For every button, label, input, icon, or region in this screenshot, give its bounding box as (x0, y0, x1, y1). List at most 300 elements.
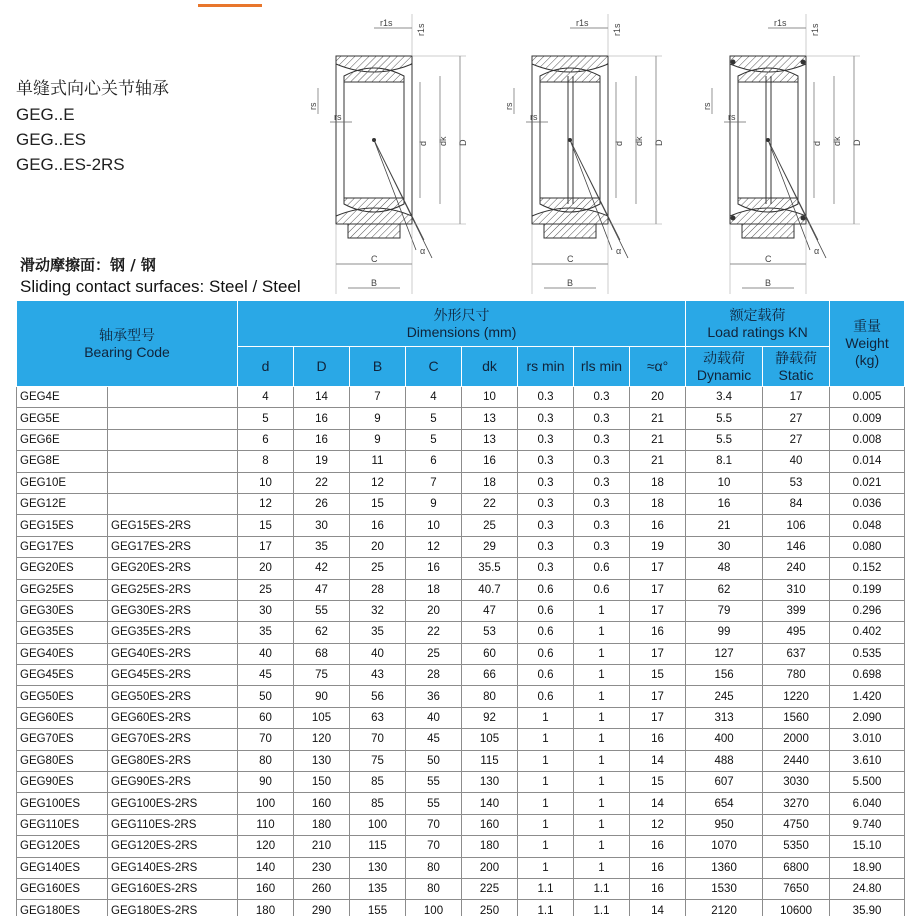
table-cell: 53 (763, 472, 830, 493)
table-cell: 400 (686, 729, 763, 750)
table-cell: 12 (350, 472, 406, 493)
table-cell: 8.1 (686, 451, 763, 472)
series-code-e: GEG..E (16, 105, 75, 124)
table-cell: 16 (630, 857, 686, 878)
table-cell: 250 (462, 900, 518, 916)
table-cell: 160 (238, 878, 294, 899)
table-cell: 5.500 (830, 772, 905, 793)
table-cell: 43 (350, 665, 406, 686)
table-row (17, 558, 905, 579)
table-cell: 1220 (763, 686, 830, 707)
table-cell: GEG50ES (17, 686, 108, 707)
header-weight (830, 301, 905, 387)
label-d: d (812, 140, 822, 146)
table-cell: 1 (518, 707, 574, 728)
table-cell: 9 (350, 429, 406, 450)
table-row (17, 472, 905, 493)
col-rls-min: rls min (574, 347, 630, 387)
col-b: B (350, 347, 406, 387)
table-cell: GEG140ES (17, 857, 108, 878)
table-cell: 84 (763, 493, 830, 514)
table-row (17, 750, 905, 771)
table-cell: 15 (630, 665, 686, 686)
table-cell: 16 (294, 408, 350, 429)
col-static (763, 347, 830, 387)
table-cell: 55 (406, 793, 462, 814)
table-cell: 18 (630, 472, 686, 493)
table-cell: GEG20ES-2RS (108, 558, 238, 579)
table-cell: 200 (462, 857, 518, 878)
table-cell: 35 (238, 622, 294, 643)
table-cell (108, 451, 238, 472)
table-cell: 3.4 (686, 387, 763, 408)
label-r1s-top: r1s (576, 18, 589, 28)
label-b: B (371, 278, 378, 288)
table-cell: 3030 (763, 772, 830, 793)
table-cell: 18 (462, 472, 518, 493)
table-cell: GEG30ES (17, 600, 108, 621)
table-cell: 1530 (686, 878, 763, 899)
table-cell: 245 (686, 686, 763, 707)
table-cell: 0.014 (830, 451, 905, 472)
table-cell: 0.6 (518, 665, 574, 686)
table-cell: 160 (462, 814, 518, 835)
table-cell: GEG120ES (17, 836, 108, 857)
table-cell: 32 (350, 600, 406, 621)
table-cell: GEG17ES (17, 536, 108, 557)
table-cell: 85 (350, 772, 406, 793)
table-cell: 495 (763, 622, 830, 643)
table-cell: 80 (406, 857, 462, 878)
table-row (17, 579, 905, 600)
table-cell: 0.3 (574, 408, 630, 429)
table-cell: 8 (238, 451, 294, 472)
table-cell: 607 (686, 772, 763, 793)
table-cell: 180 (238, 900, 294, 916)
table-cell: 7 (406, 472, 462, 493)
table-cell: GEG40ES (17, 643, 108, 664)
table-cell: 10 (462, 387, 518, 408)
table-cell: 0.008 (830, 429, 905, 450)
spec-table (16, 300, 905, 916)
table-cell: 17 (630, 686, 686, 707)
table-row (17, 793, 905, 814)
table-cell: 16 (630, 878, 686, 899)
table-cell: 36 (406, 686, 462, 707)
label-outer-d: D (458, 139, 468, 146)
table-cell: GEG8E (17, 451, 108, 472)
table-cell: 120 (294, 729, 350, 750)
table-cell: 29 (462, 536, 518, 557)
table-cell: 5 (406, 429, 462, 450)
label-rs: rs (728, 112, 736, 122)
label-b: B (765, 278, 772, 288)
table-row (17, 429, 905, 450)
table-cell: 0.3 (574, 451, 630, 472)
table-cell: 0.021 (830, 472, 905, 493)
table-row (17, 643, 905, 664)
table-cell: 0.3 (574, 493, 630, 514)
table-cell: 25 (238, 579, 294, 600)
table-cell: GEG60ES (17, 707, 108, 728)
table-cell: 0.036 (830, 493, 905, 514)
table-cell: 18 (406, 579, 462, 600)
table-cell: 0.698 (830, 665, 905, 686)
sliding-surface-block (20, 254, 301, 297)
table-cell: GEG45ES (17, 665, 108, 686)
series-code-es-2rs: GEG..ES-2RS (16, 155, 125, 174)
header-bearing-code (17, 301, 238, 387)
label-rs: rs (334, 112, 342, 122)
table-row (17, 836, 905, 857)
table-row (17, 451, 905, 472)
table-cell: GEG5E (17, 408, 108, 429)
table-cell: 14 (630, 750, 686, 771)
table-cell: 210 (294, 836, 350, 857)
table-row (17, 814, 905, 835)
table-cell: 5350 (763, 836, 830, 857)
table-cell: 40 (350, 643, 406, 664)
table-cell: 35 (294, 536, 350, 557)
table-cell: 1070 (686, 836, 763, 857)
col-static-en: Static (778, 366, 814, 383)
table-cell: 0.3 (518, 493, 574, 514)
table-cell: 1 (574, 729, 630, 750)
table-cell: 12 (406, 536, 462, 557)
table-cell: 100 (350, 814, 406, 835)
table-cell: 7 (350, 387, 406, 408)
table-cell: GEG60ES-2RS (108, 707, 238, 728)
table-cell: 15 (238, 515, 294, 536)
label-alpha: α (616, 246, 622, 256)
table-cell: 1 (574, 686, 630, 707)
table-cell: 0.535 (830, 643, 905, 664)
table-cell (108, 493, 238, 514)
table-cell: 0.6 (518, 622, 574, 643)
table-cell: 1.420 (830, 686, 905, 707)
table-cell: 4 (406, 387, 462, 408)
table-cell: 0.3 (518, 515, 574, 536)
table-cell: 13 (462, 429, 518, 450)
table-row (17, 686, 905, 707)
table-cell: 100 (406, 900, 462, 916)
table-cell: 18 (630, 493, 686, 514)
table-cell: 0.6 (518, 686, 574, 707)
table-cell: 16 (294, 429, 350, 450)
table-cell: 16 (630, 622, 686, 643)
header-weight-cn: 重量 (853, 318, 882, 334)
table-cell: 0.6 (574, 579, 630, 600)
table-cell: 50 (406, 750, 462, 771)
table-cell (108, 387, 238, 408)
header-dimensions (238, 301, 686, 347)
table-cell: 6800 (763, 857, 830, 878)
table-cell: 654 (686, 793, 763, 814)
label-alpha: α (814, 246, 820, 256)
table-cell: 15 (350, 493, 406, 514)
table-cell: 13 (462, 408, 518, 429)
table-cell: 10600 (763, 900, 830, 916)
header-dimensions-cn: 外形尺寸 (433, 306, 490, 323)
table-cell: 0.3 (574, 472, 630, 493)
table-cell: 637 (763, 643, 830, 664)
table-cell: 22 (462, 493, 518, 514)
label-b: B (567, 278, 574, 288)
table-cell: 7650 (763, 878, 830, 899)
label-rs-side: rs (702, 102, 712, 110)
table-cell: 17 (238, 536, 294, 557)
table-cell: 40 (406, 707, 462, 728)
table-cell: 1 (518, 750, 574, 771)
table-cell: 22 (294, 472, 350, 493)
table-cell: 12 (238, 493, 294, 514)
sliding-surface-cn: 滑动摩擦面：钢 / 钢 (20, 256, 156, 274)
table-cell: 1.1 (518, 900, 574, 916)
drawing-geg-e (308, 14, 492, 298)
table-cell: 135 (350, 878, 406, 899)
table-cell: GEG160ES (17, 878, 108, 899)
table-cell: 950 (686, 814, 763, 835)
table-cell: 27 (763, 408, 830, 429)
table-cell: GEG4E (17, 387, 108, 408)
table-cell: 26 (294, 493, 350, 514)
col-outer-d: D (294, 347, 350, 387)
label-r1s-side: r1s (416, 23, 426, 36)
table-cell: GEG35ES (17, 622, 108, 643)
spec-table-body (17, 387, 905, 916)
header-weight-unit: (kg) (855, 352, 880, 368)
table-cell: 115 (462, 750, 518, 771)
table-cell: 2120 (686, 900, 763, 916)
table-cell: 19 (294, 451, 350, 472)
label-c: C (567, 254, 574, 264)
table-cell: 14 (630, 793, 686, 814)
table-cell: 1 (574, 857, 630, 878)
table-cell: 48 (686, 558, 763, 579)
table-cell: 1360 (686, 857, 763, 878)
sliding-surface-en: Sliding contact surfaces: Steel / Steel (20, 277, 301, 296)
table-cell: 0.080 (830, 536, 905, 557)
table-cell: 100 (238, 793, 294, 814)
table-cell: 14 (630, 900, 686, 916)
table-cell: 17 (630, 558, 686, 579)
label-rs-side: rs (308, 102, 318, 110)
table-cell: 47 (294, 579, 350, 600)
table-cell: 10 (238, 472, 294, 493)
table-cell: 1 (574, 707, 630, 728)
table-cell: GEG180ES (17, 900, 108, 916)
table-cell: 16 (406, 558, 462, 579)
table-cell: 35 (350, 622, 406, 643)
top-accent-bar (198, 4, 262, 7)
table-cell: GEG160ES-2RS (108, 878, 238, 899)
table-cell: 1.1 (574, 878, 630, 899)
table-cell: 80 (238, 750, 294, 771)
table-cell: 40 (238, 643, 294, 664)
table-cell: 40.7 (462, 579, 518, 600)
table-cell: 70 (406, 814, 462, 835)
table-cell: GEG110ES (17, 814, 108, 835)
col-d: d (238, 347, 294, 387)
table-cell: 80 (462, 686, 518, 707)
table-cell: 240 (763, 558, 830, 579)
table-cell: 180 (294, 814, 350, 835)
table-cell: 9 (406, 493, 462, 514)
table-row (17, 900, 905, 916)
table-cell: GEG6E (17, 429, 108, 450)
table-cell: 105 (294, 707, 350, 728)
table-cell: 21 (630, 451, 686, 472)
table-cell: 488 (686, 750, 763, 771)
table-cell: 47 (462, 600, 518, 621)
table-cell: 21 (630, 408, 686, 429)
table-cell: 5 (406, 408, 462, 429)
table-cell: GEG80ES-2RS (108, 750, 238, 771)
table-cell: 17 (630, 579, 686, 600)
table-cell: 0.152 (830, 558, 905, 579)
table-cell (108, 472, 238, 493)
table-cell: 130 (294, 750, 350, 771)
table-cell: GEG120ES-2RS (108, 836, 238, 857)
table-cell: GEG40ES-2RS (108, 643, 238, 664)
table-cell: 2440 (763, 750, 830, 771)
label-outer-d: D (654, 139, 664, 146)
table-cell: 5.5 (686, 408, 763, 429)
table-cell: 16 (350, 515, 406, 536)
table-cell: 260 (294, 878, 350, 899)
table-cell: 60 (238, 707, 294, 728)
table-cell: 1 (518, 772, 574, 793)
table-cell: GEG10E (17, 472, 108, 493)
header-dimensions-en: Dimensions (mm) (406, 323, 517, 340)
table-cell: 55 (406, 772, 462, 793)
label-dk: dk (634, 136, 644, 146)
table-cell: 30 (238, 600, 294, 621)
table-cell: GEG25ES-2RS (108, 579, 238, 600)
table-cell: 4750 (763, 814, 830, 835)
table-cell: 62 (686, 579, 763, 600)
col-rs-min: rs min (518, 347, 574, 387)
table-row (17, 665, 905, 686)
table-cell: 10 (406, 515, 462, 536)
table-row (17, 408, 905, 429)
table-cell: 11 (350, 451, 406, 472)
table-cell: 0.048 (830, 515, 905, 536)
table-cell: 127 (686, 643, 763, 664)
table-cell: 45 (406, 729, 462, 750)
label-outer-d: D (852, 139, 862, 146)
table-cell: 70 (238, 729, 294, 750)
table-cell: GEG25ES (17, 579, 108, 600)
table-cell: 0.3 (574, 536, 630, 557)
table-cell: 56 (350, 686, 406, 707)
col-dynamic-cn: 动载荷 (703, 349, 746, 366)
col-alpha: ≈α° (630, 347, 686, 387)
table-cell: 25 (462, 515, 518, 536)
table-cell: 130 (350, 857, 406, 878)
table-cell: 16 (630, 836, 686, 857)
table-cell: 140 (462, 793, 518, 814)
table-cell: 63 (350, 707, 406, 728)
table-cell: GEG100ES-2RS (108, 793, 238, 814)
table-cell: 20 (630, 387, 686, 408)
table-cell: 1 (518, 793, 574, 814)
table-cell: 130 (462, 772, 518, 793)
table-cell: 12 (630, 814, 686, 835)
table-cell: 140 (238, 857, 294, 878)
table-cell: 1 (574, 814, 630, 835)
table-cell: GEG70ES (17, 729, 108, 750)
label-d: d (418, 140, 428, 146)
table-cell: 230 (294, 857, 350, 878)
table-cell: 0.3 (518, 387, 574, 408)
table-cell: 17 (630, 643, 686, 664)
label-r1s-top: r1s (380, 18, 393, 28)
table-cell: 0.3 (574, 429, 630, 450)
table-cell: 1560 (763, 707, 830, 728)
table-cell: 21 (630, 429, 686, 450)
table-cell: 1 (574, 643, 630, 664)
table-cell: 146 (763, 536, 830, 557)
table-cell: 85 (350, 793, 406, 814)
header-bearing-code-cn: 轴承型号 (99, 326, 155, 343)
header-weight-en: Weight (845, 335, 889, 351)
table-cell: 75 (350, 750, 406, 771)
table-cell: 0.6 (574, 558, 630, 579)
table-row (17, 729, 905, 750)
header-load-ratings (686, 301, 830, 347)
table-cell: GEG15ES-2RS (108, 515, 238, 536)
table-cell: 30 (686, 536, 763, 557)
table-cell: 10 (686, 472, 763, 493)
drawing-geg-es-2rs (702, 14, 886, 298)
header-load-en: Load ratings KN (707, 323, 808, 340)
table-cell: 110 (238, 814, 294, 835)
table-cell: 21 (686, 515, 763, 536)
table-cell: 0.6 (518, 600, 574, 621)
table-cell: 27 (763, 429, 830, 450)
table-cell: 0.3 (518, 429, 574, 450)
table-cell: GEG17ES-2RS (108, 536, 238, 557)
table-cell: 0.6 (518, 643, 574, 664)
col-dynamic (686, 347, 763, 387)
table-cell: 53 (462, 622, 518, 643)
table-cell: 24.80 (830, 878, 905, 899)
table-cell: 20 (350, 536, 406, 557)
table-cell: 155 (350, 900, 406, 916)
label-dk: dk (832, 136, 842, 146)
header-bearing-code-en: Bearing Code (84, 343, 170, 360)
table-cell: 290 (294, 900, 350, 916)
table-cell: 156 (686, 665, 763, 686)
table-cell: 16 (686, 493, 763, 514)
product-title: 单缝式向心关节轴承 (16, 79, 169, 99)
label-r1s-top: r1s (774, 18, 787, 28)
table-cell: 20 (406, 600, 462, 621)
table-cell: 90 (294, 686, 350, 707)
table-cell: 6 (238, 429, 294, 450)
table-row (17, 387, 905, 408)
table-cell: GEG110ES-2RS (108, 814, 238, 835)
label-c: C (765, 254, 772, 264)
table-cell: 105 (462, 729, 518, 750)
table-cell: 1.1 (518, 878, 574, 899)
table-cell: 1 (518, 857, 574, 878)
table-cell: 70 (350, 729, 406, 750)
table-cell: 1 (574, 665, 630, 686)
col-c: C (406, 347, 462, 387)
table-cell: GEG180ES-2RS (108, 900, 238, 916)
